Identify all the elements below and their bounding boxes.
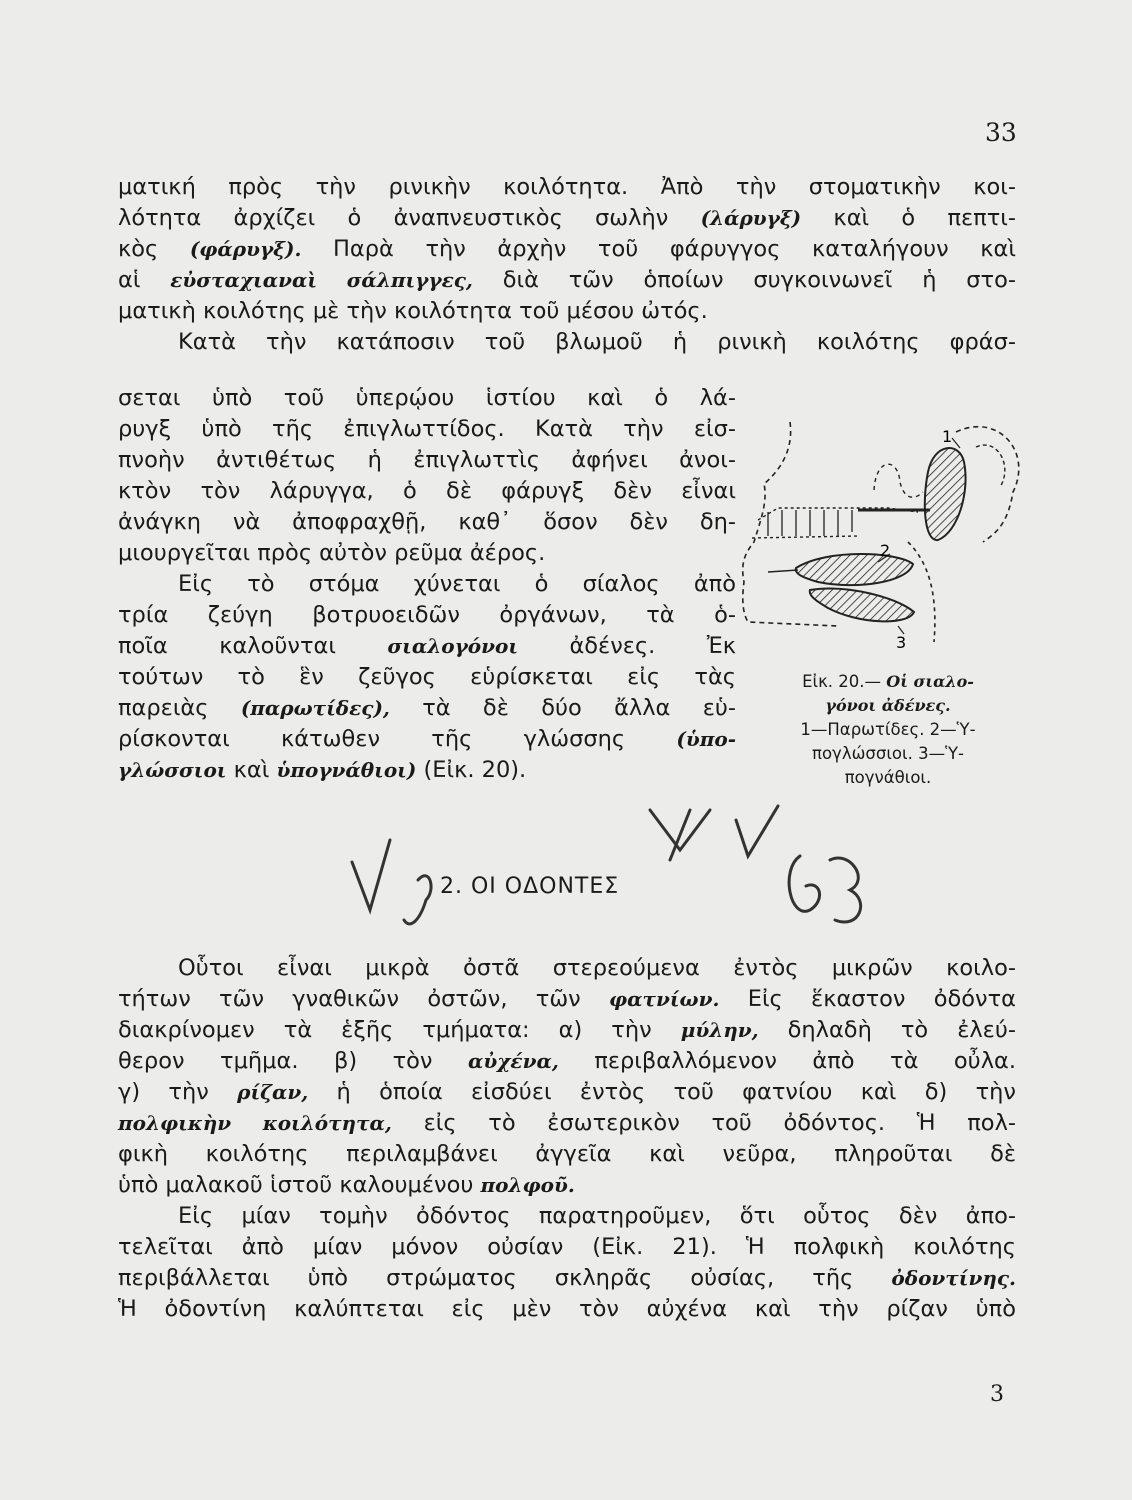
text-line [118, 172, 1016, 203]
text-segment: τὰ δὲ δύο ἄλλα εὑ- [389, 695, 736, 721]
text-segment: περιβάλλεται ὑπὸ στρώματος σκληρᾶς οὐσίας, τῆς [118, 1265, 892, 1291]
emphasized-term: (παρωτίδες), [240, 696, 390, 720]
text-segment: τήτων τῶν γναθικῶν ὀστῶν, τῶν [118, 986, 610, 1012]
caption-segment: πογλώσσιοι. 3—Ὑ- [812, 744, 964, 763]
text-line [118, 693, 736, 724]
sublingual-gland [796, 554, 913, 585]
text-line [118, 383, 736, 414]
text-segment: κτὸν τὸν λάρυγγα, ὁ δὲ φάρυγξ δὲν εἶναι [118, 478, 736, 504]
text-line [118, 724, 736, 755]
text-segment: Ἡ ὀδοντίνη καλύπτεται εἰς μὲν τὸν αὐχένα καὶ τὴν ρίζαν ὑπὸ [118, 1296, 1016, 1322]
emphasized-term: σιαλογόνοι [387, 634, 519, 658]
text-segment: (Εἰκ. 20). [416, 757, 527, 783]
emphasized-term: πολφικὴν κοιλότητα, [118, 1111, 392, 1135]
section-heading: 2. ΟΙ ΟΔΟΝΤΕΣ [440, 874, 620, 899]
text-segment: διακρίνομεν τὰ ἑξῆς τμήματα: α) τὴν [118, 1017, 681, 1043]
text-line [118, 476, 736, 507]
text-line [118, 1200, 1016, 1231]
side-paragraphs [118, 383, 736, 786]
jaw-outline [908, 542, 935, 642]
text-segment: Εἰς τὸ στόμα χύνεται ὁ σίαλος ἀπὸ [178, 571, 736, 597]
text-segment: κὸς [118, 236, 190, 262]
text-line [118, 1107, 1016, 1138]
text-segment: παρειὰς [118, 695, 241, 721]
teeth-lower [752, 536, 858, 538]
emphasized-term: εὐσταχιαναὶ σάλπιγγες, [170, 268, 473, 292]
text-line [118, 1293, 1016, 1324]
emphasized-term: (λάρυγξ) [700, 206, 802, 230]
text-line [118, 569, 736, 600]
text-line [118, 1076, 1016, 1107]
emphasized-term: ὀδοντίνης. [891, 1266, 1016, 1290]
text-segment: Παρὰ τὴν ἀρχὴν τοῦ φάρυγγος καταλήγουν καὶ [301, 236, 1016, 262]
caption-line [744, 718, 1032, 742]
text-line [118, 952, 1016, 983]
ear-inner [976, 445, 1005, 487]
text-segment: Κατὰ τὴν κατάποσιν τοῦ βλωμοῦ ἡ ρινικὴ κοιλότης φράσ- [178, 329, 1016, 355]
emphasized-term: (ὑπο- [676, 727, 736, 751]
emphasized-term: ὑπογνάθιοι) [276, 758, 417, 782]
bottom-paragraphs [118, 952, 1016, 1324]
emphasized-term: (φάρυγξ). [189, 237, 302, 261]
text-line [118, 265, 1016, 296]
emphasized-term: αὐχένα, [468, 1049, 559, 1073]
text-line [118, 1169, 1016, 1200]
text-line [118, 538, 736, 569]
text-segment: λότητα ἀρχίζει ὁ ἀναπνευστικὸς σωλὴν [118, 205, 701, 231]
text-segment: ἡ ὁποία εἰσδύει ἐντὸς τοῦ φατνίου καὶ δ) τὴν [308, 1079, 1016, 1105]
emphasized-term: ρίζαν, [237, 1080, 309, 1104]
figure-label-1: 1 [942, 427, 953, 446]
teeth-marks [768, 510, 852, 536]
text-segment: Εἰς μίαν τομὴν ὀδόντος παρατηροῦμεν, ὅτι οὗτος δὲν ἀπο- [178, 1203, 1016, 1229]
text-line [118, 327, 1016, 358]
leader-1 [952, 438, 960, 448]
emphasized-term: πολφοῦ. [480, 1173, 575, 1197]
text-line [118, 1014, 1016, 1045]
text-line [118, 1045, 1016, 1076]
emphasized-term: γλώσσιοι [118, 758, 227, 782]
text-segment: ρυγξ ὑπὸ τῆς ἐπιγλωττίδος. Κατὰ τὴν εἰσ- [118, 416, 736, 442]
text-segment: τελεῖται ἀπὸ μίαν μόνον οὐσίαν (Εἰκ. 21). Ἡ πολφικὴ κοιλότης [118, 1234, 1016, 1260]
text-line [118, 662, 736, 693]
text-line [118, 414, 736, 445]
sublingual-duct [768, 570, 798, 572]
figure-label-3: 3 [896, 633, 907, 652]
caption-line [744, 766, 1032, 790]
text-segment: Εἰς ἕκαστον ὀδόντα [719, 986, 1016, 1012]
text-line [118, 234, 1016, 265]
text-line [118, 1231, 1016, 1262]
text-line [118, 507, 736, 538]
caption-line [744, 742, 1032, 766]
figure-caption [744, 670, 1032, 790]
text-segment: θερον τμῆμα. β) τὸν [118, 1048, 468, 1074]
page-number: 33 [985, 118, 1017, 147]
text-line [118, 600, 736, 631]
caption-segment: 1—Παρωτίδες. 2—Ὑ- [800, 720, 976, 739]
text-segment: Οὗτοι εἶναι μικρὰ ὀστᾶ στερεούμενα ἐντὸς μικρῶν κοιλο- [178, 955, 1016, 981]
text-segment: ματικὴ κοιλότης μὲ τὴν κοιλότητα τοῦ μέσου ὠτός. [118, 298, 708, 324]
caption-line [744, 694, 1032, 718]
top-paragraphs [118, 172, 1016, 358]
cheek-outline [874, 464, 923, 497]
emphasized-term: φατνίων. [609, 987, 720, 1011]
caption-segment: Εἰκ. 20.— [802, 672, 887, 691]
text-segment: δηλαδὴ τὸ ἐλεύ- [758, 1017, 1016, 1043]
text-segment: ἀνάγκη νὰ ἀποφραχθῇ, καθ᾽ ὅσον δὲν δη- [118, 509, 736, 535]
text-line [118, 755, 736, 786]
text-segment: ἀδένες. Ἐκ [518, 633, 736, 659]
footer-number: 3 [990, 1382, 1004, 1407]
text-line [118, 1262, 1016, 1293]
text-line [118, 203, 1016, 234]
text-segment: μιουργεῖται πρὸς αὐτὸν ρεῦμα ἀέρος. [118, 540, 546, 566]
text-line [118, 983, 1016, 1014]
text-segment: σεται ὑπὸ τοῦ ὑπερῴου ἱστίου καὶ ὁ λά- [118, 385, 736, 411]
salivary-glands-figure [738, 412, 1028, 662]
figure-label-2: 2 [880, 541, 891, 560]
handwritten-annotation [330, 790, 890, 940]
text-segment: φικὴ κοιλότης περιλαμβάνει ἀγγεῖα καὶ νεῦρα, πληροῦται δὲ [118, 1141, 1016, 1167]
salivary-glands-diagram [738, 412, 1028, 662]
text-segment: τούτων τὸ ἓν ζεῦγος εὑρίσκεται εἰς τὰς [118, 664, 736, 690]
submandibular-gland [810, 589, 914, 622]
parotid-gland [925, 448, 966, 540]
text-segment: τρία ζεύγη βοτρυοειδῶν ὀργάνων, τὰ ὁ- [118, 602, 736, 628]
text-segment: αἱ [118, 267, 171, 293]
text-segment: ματική πρὸς τὴν ρινικὴν κοιλότητα. Ἀπὸ τὴν στοματικὴν κοι- [118, 174, 1016, 200]
text-segment: ὑπὸ μαλακοῦ ἱστοῦ καλουμένου [118, 1172, 481, 1198]
caption-segment: Οἱ σιαλο- [886, 672, 974, 691]
emphasized-term: μύλην, [680, 1018, 759, 1042]
text-line [118, 296, 1016, 327]
text-segment: εἰς τὸ ἐσωτερικὸν τοῦ ὀδόντος. Ἡ πολ- [391, 1110, 1017, 1136]
text-segment: ποῖα καλοῦνται [118, 633, 388, 659]
text-segment: καὶ ὁ πεπτι- [801, 205, 1016, 231]
text-line [118, 631, 736, 662]
text-segment: γ) τὴν [118, 1079, 238, 1105]
caption-line [744, 670, 1032, 694]
text-segment: διὰ τῶν ὁποίων συγκοινωνεῖ ἡ στο- [472, 267, 1016, 293]
text-segment: καὶ [226, 757, 277, 783]
text-segment: περιβαλλόμενον ἀπὸ τὰ οὖλα. [558, 1048, 1016, 1074]
text-line [118, 445, 736, 476]
text-segment: ρίσκονται κάτωθεν τῆς γλώσσης [118, 726, 677, 752]
caption-segment: πογνάθιοι. [844, 768, 932, 787]
caption-segment: γόνοι ἀδένες. [825, 696, 951, 715]
text-segment: πνοὴν ἀντιθέτως ἡ ἐπιγλωττὶς ἀφήνει ἀνοι- [118, 447, 736, 473]
text-line [118, 1138, 1016, 1169]
